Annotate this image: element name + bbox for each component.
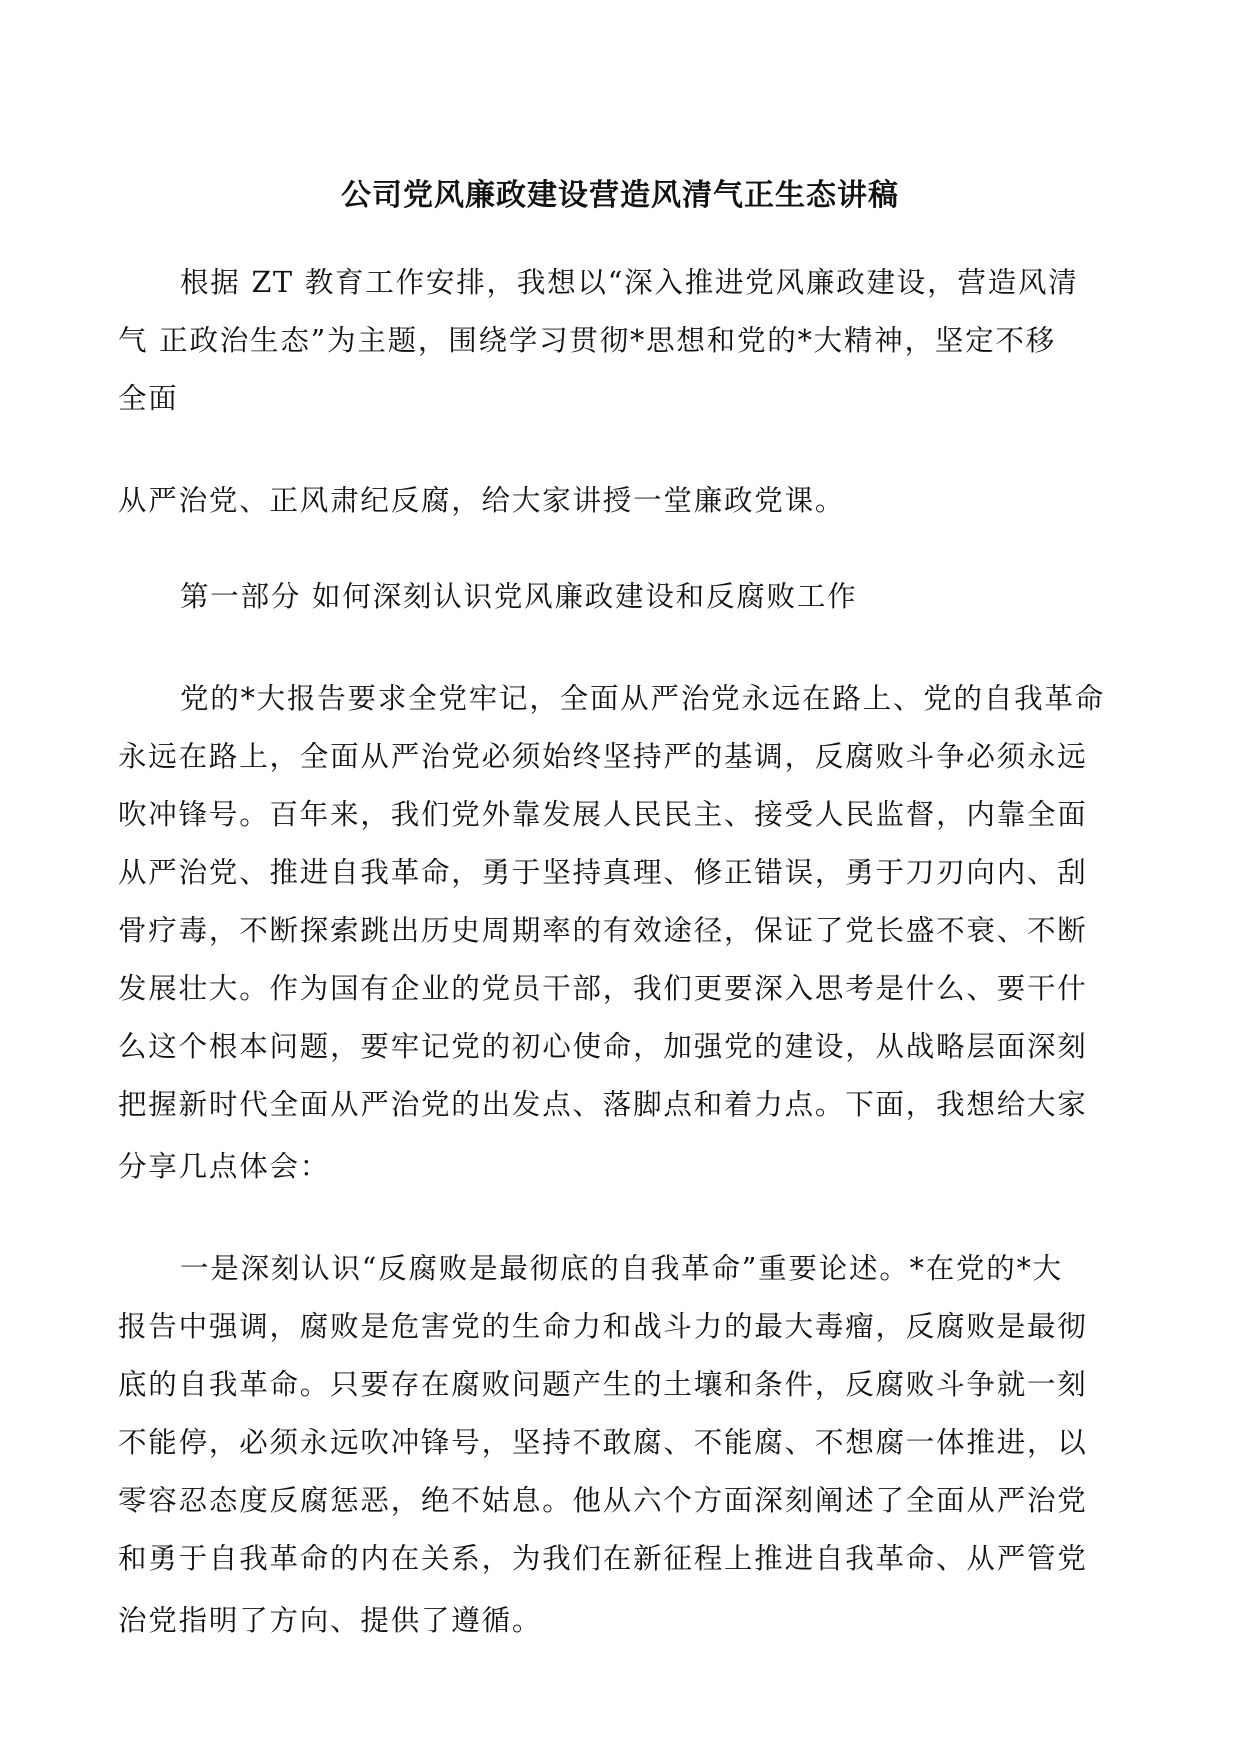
intro-line: 全面 bbox=[118, 382, 179, 415]
paragraph-2-line: 一是深刻认识“反腐败是最彻底的自我革命”重要论述。*在党的*大 bbox=[180, 1252, 1063, 1285]
paragraph-2-line: 零容忍态度反腐惩恶，绝不姑息。他从六个方面深刻阐述了全面从严治党 bbox=[118, 1484, 1088, 1517]
paragraph-1-line: 骨疗毒，不断探索跳出历史周期率的有效途径，保证了党长盛不衰、不断 bbox=[118, 914, 1088, 947]
paragraph-1-line: 把握新时代全面从严治党的出发点、落脚点和着力点。下面，我想给大家 bbox=[118, 1088, 1088, 1121]
document-title: 公司党风廉政建设营造风清气正生态讲稿 bbox=[341, 178, 899, 213]
intro-last-line: 从严治党、正风肃纪反腐，给大家讲授一堂廉政党课。 bbox=[118, 484, 846, 517]
intro-line: 根据 ZT 教育工作安排，我想以“深入推进党风廉政建设，营造风清 bbox=[180, 266, 1079, 299]
paragraph-2-line: 和勇于自我革命的内在关系，为我们在新征程上推进自我革命、从严管党 bbox=[118, 1542, 1088, 1575]
paragraph-1-line: 永远在路上，全面从严治党必须始终坚持严的基调，反腐败斗争必须永远 bbox=[118, 740, 1088, 773]
paragraph-1-line: 从严治党、推进自我革命，勇于坚持真理、修正错误，勇于刀刃向内、刮 bbox=[118, 856, 1088, 889]
paragraph-1-line: 党的*大报告要求全党牢记，全面从严治党永远在路上、党的自我革命 bbox=[180, 682, 1106, 715]
paragraph-1-last-line: 分享几点体会： bbox=[118, 1150, 331, 1183]
paragraph-2-last-line: 治党指明了方向、提供了遵循。 bbox=[118, 1604, 543, 1637]
paragraph-1-line: 么这个根本问题，要牢记党的初心使命，加强党的建设，从战略层面深刻 bbox=[118, 1030, 1088, 1063]
paragraph-2-line: 不能停，必须永远吹冲锋号，坚持不敢腐、不能腐、不想腐一体推进，以 bbox=[118, 1426, 1088, 1459]
paragraph-1 bbox=[118, 670, 1128, 1134]
paragraph-2-line: 底的自我革命。只要存在腐败问题产生的土壤和条件，反腐败斗争就一刻 bbox=[118, 1368, 1088, 1401]
intro-line: 气 正政治生态”为主题，围绕学习贯彻*思想和党的*大精神，坚定不移 bbox=[118, 324, 1057, 357]
paragraph-1-line: 吹冲锋号。百年来，我们党外靠发展人民民主、接受人民监督，内靠全面 bbox=[118, 798, 1088, 831]
section-heading: 第一部分 如何深刻认识党风廉政建设和反腐败工作 bbox=[180, 580, 858, 613]
intro-paragraph bbox=[118, 254, 1128, 428]
paragraph-2-line: 报告中强调，腐败是危害党的生命力和战斗力的最大毒瘤，反腐败是最彻 bbox=[118, 1310, 1088, 1343]
paragraph-1-line: 发展壮大。作为国有企业的党员干部，我们更要深入思考是什么、要干什 bbox=[118, 972, 1088, 1005]
paragraph-2 bbox=[118, 1240, 1128, 1588]
